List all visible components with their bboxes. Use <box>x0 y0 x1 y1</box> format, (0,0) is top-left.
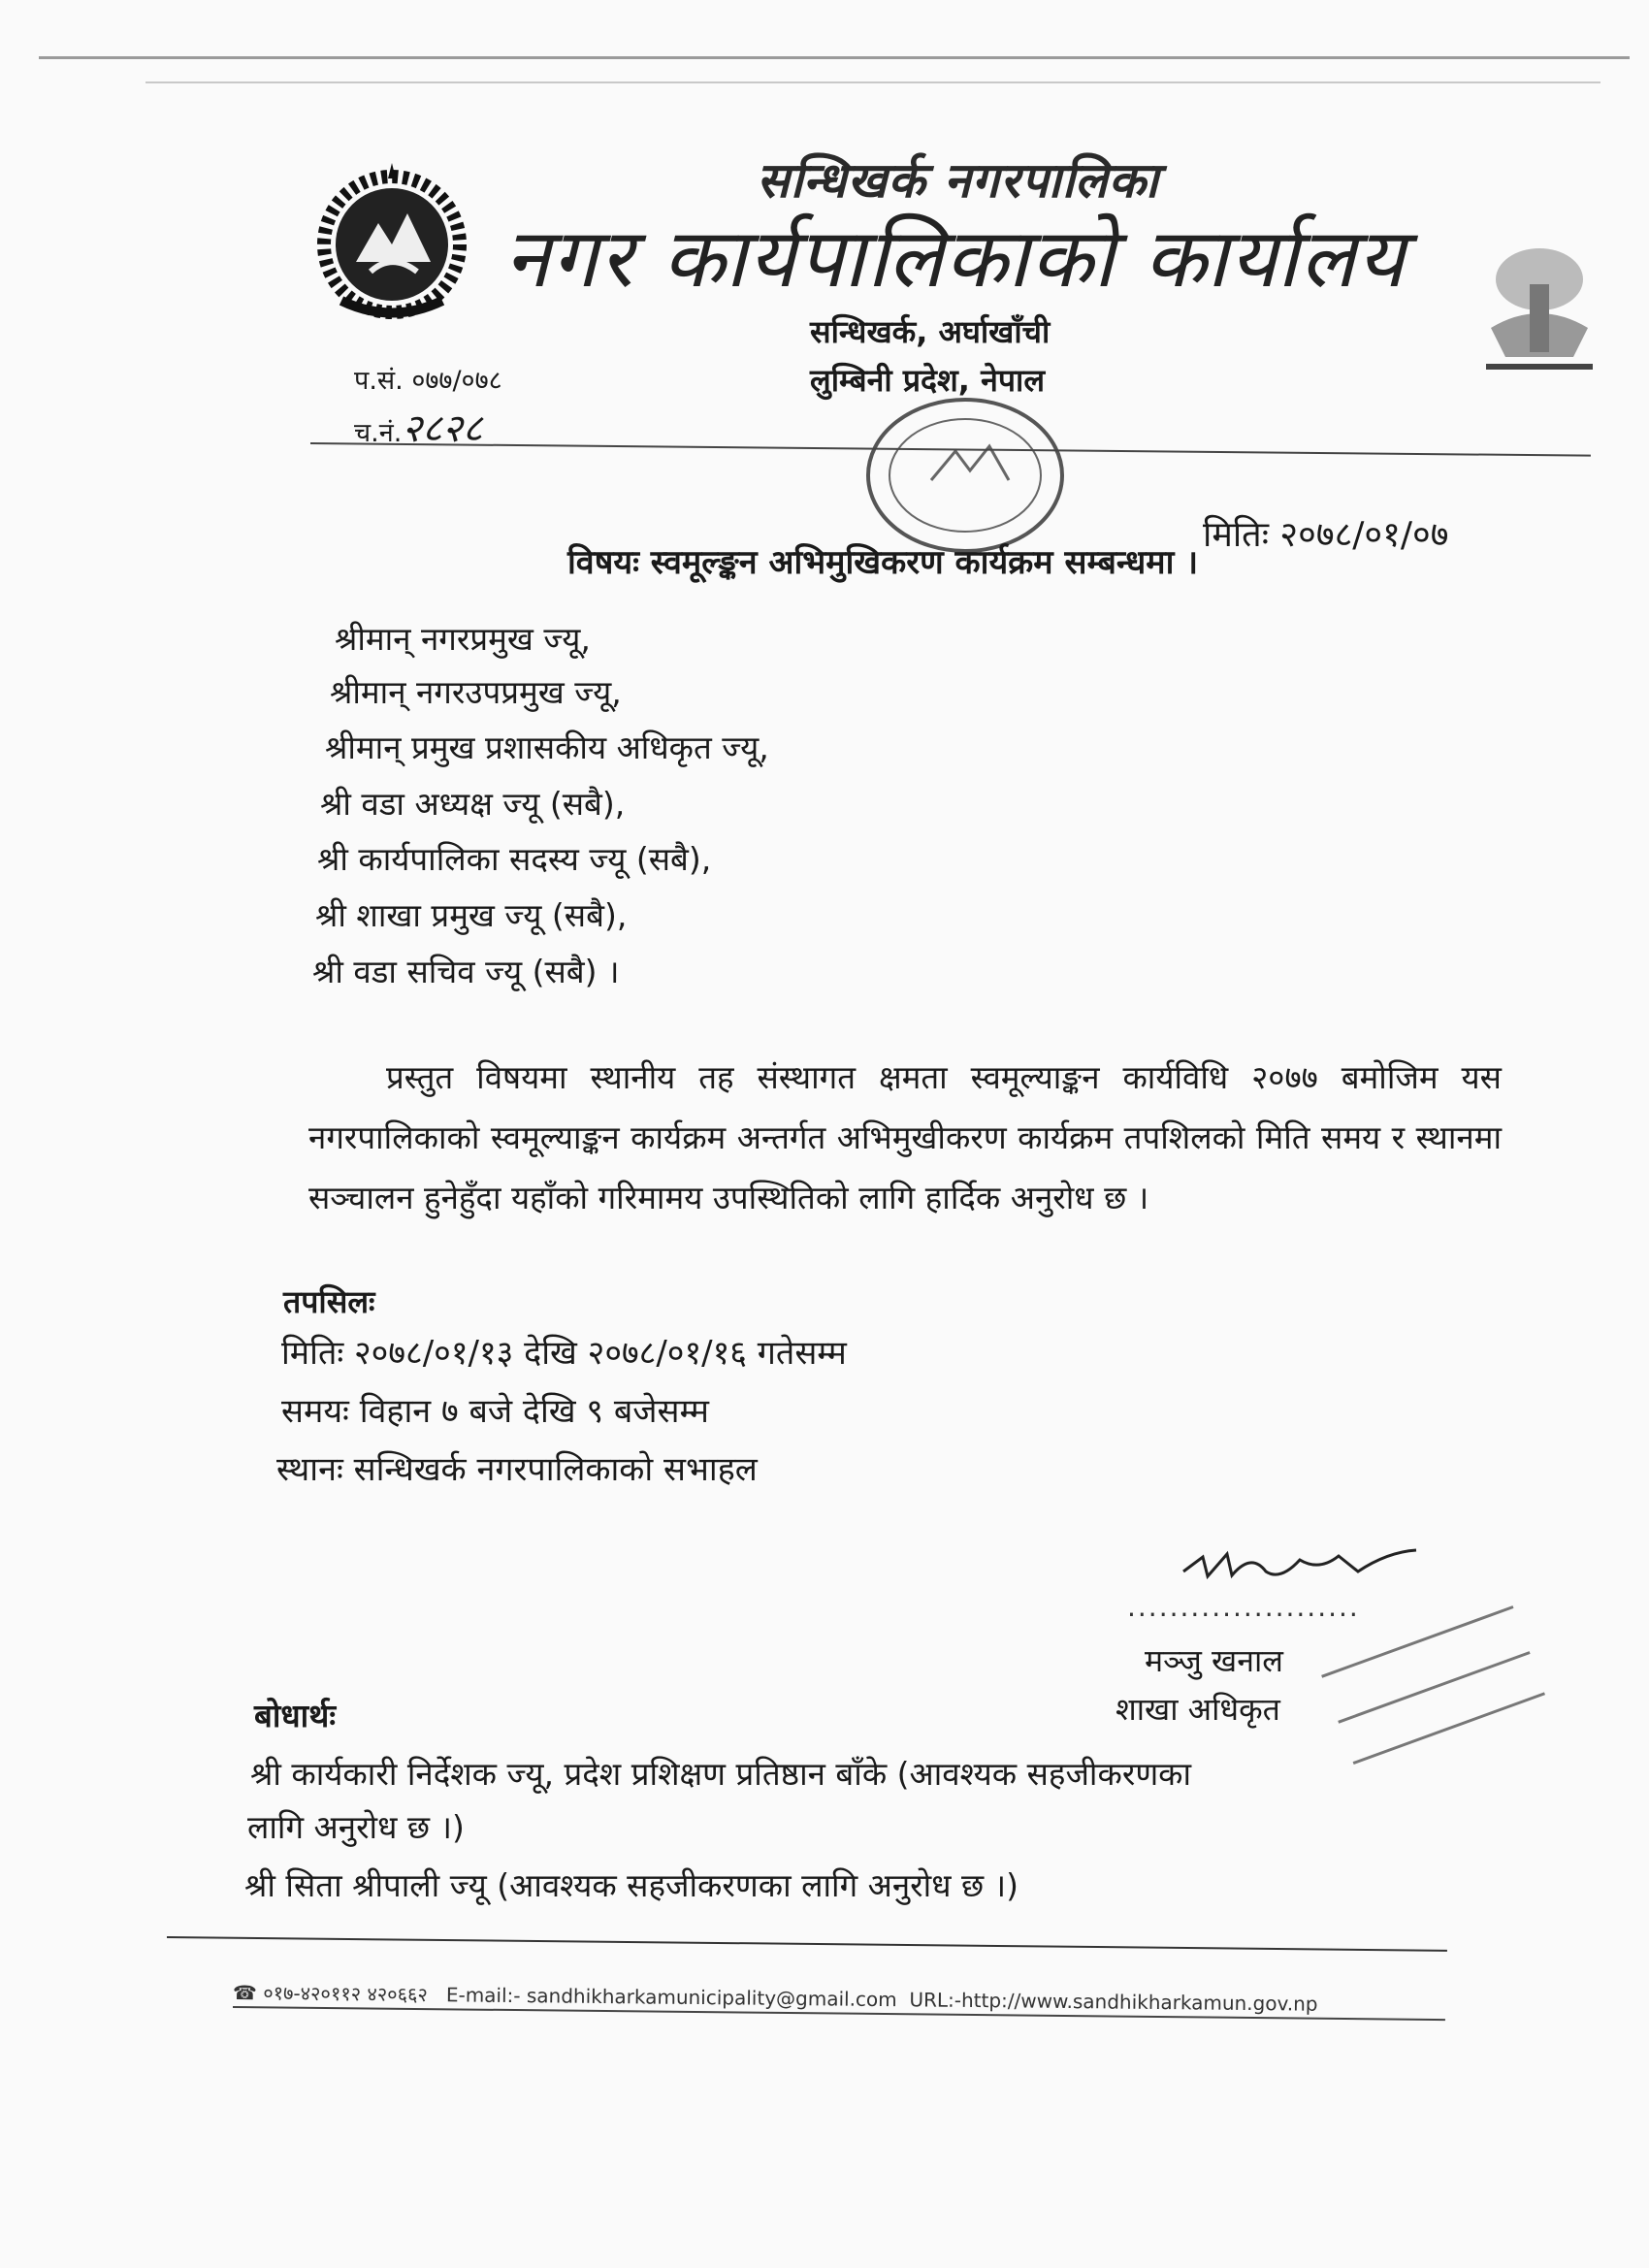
signature-dots: ...................... <box>1127 1591 1360 1623</box>
dispatch-label: च.नं. <box>354 418 403 448</box>
scan-edge-line <box>39 56 1630 59</box>
event-place: स्थानः सन्धिखर्क नगरपालिकाको सभाहल <box>276 1450 758 1489</box>
scan-edge-line-faint <box>146 81 1600 83</box>
office-name: नगर कार्यपालिकाको कार्यालय <box>504 211 1406 306</box>
footer-email: E-mail:- sandhikharkamunicipality@gmail.com <box>445 1983 897 2012</box>
details-label: तपसिलः <box>283 1283 375 1320</box>
address-province: लुम्बिनी प्रदेश, नेपाल <box>810 362 1046 399</box>
cc-line: श्री सिता श्रीपाली ज्यू (आवश्यक सहजीकरणका लागि अनुरोध छ ।) <box>244 1866 1019 1904</box>
nepal-emblem-icon <box>303 155 482 330</box>
addressee-line: श्रीमान् नगरप्रमुख ज्यू, <box>335 620 591 658</box>
address-district: सन्धिखर्क, अर्घाखाँची <box>810 313 1051 350</box>
signatory-name: मञ्जु खनाल <box>1145 1642 1283 1679</box>
footer-url: URL:-http://www.sandhikharkamun.gov.np <box>909 1988 1318 2016</box>
addressee-line: श्री वडा अध्यक्ष ज्यू (सबै), <box>320 785 626 823</box>
footer-phone: ०१७-४२०११२ ४२०६६२ <box>263 1981 428 2007</box>
dispatch-value: २८२८ <box>402 406 483 451</box>
event-time: समयः विहान ७ बजे देखि ९ बजेसम्म <box>281 1392 709 1431</box>
cc-line: लागि अनुरोध छ ।) <box>247 1808 465 1846</box>
letter-body: प्रस्तुत विषयमा स्थानीय तह संस्थागत क्षमता स्वमूल्याङ्कन कार्यविधि २०७७ बमोजिम यस नगरपालिकाको स्वमूल्याङ्कन कार्यक्रम अन्तर्गत अभिमुखीकरण कार्यक्रम तपशिलको मिति समय र स्थानमा सञ्चालन हुनेहुँदा यहाँको गरिमामय उपस्थितिको लागि हार्दिक अनुरोध छ । <box>308 1058 1502 1216</box>
addressee-line: श्री शाखा प्रमुख ज्यू (सबै), <box>315 896 628 934</box>
municipality-logo-icon <box>1467 231 1612 386</box>
event-date: मितिः २०७८/०१/१३ देखि २०७८/०१/१६ गतेसम्म <box>281 1334 847 1373</box>
name-stamp-icon <box>1290 1581 1571 1775</box>
cc-line: श्री कार्यकारी निर्देशक ज्यू, प्रदेश प्रशिक्षण प्रतिष्ठान बाँके (आवश्यक सहजीकरणका <box>250 1755 1192 1793</box>
phone-icon: ☎ <box>232 1981 258 2005</box>
addressee-line: श्री वडा सचिव ज्यू (सबै) । <box>312 953 620 990</box>
footer-divider <box>167 1936 1447 1952</box>
letter-date: मितिः २०७८/०१/०७ <box>1203 515 1449 555</box>
letter-subject: विषयः स्वमूल्ङ्कन अभिमुखिकरण कार्यक्रम सम्बन्धमा । <box>567 543 1199 582</box>
office-stamp-icon <box>854 383 1077 558</box>
cc-label: बोधार्थः <box>254 1697 336 1734</box>
reference-number: प.सं. ०७७/०७८ <box>354 366 502 396</box>
municipality-name: सन्धिखर्क नगरपालिका <box>757 152 1159 209</box>
addressee-line: श्रीमान् प्रमुख प्रशासकीय अधिकृत ज्यू, <box>325 729 769 766</box>
signatory-title: शाखा अधिकृत <box>1116 1691 1280 1728</box>
addressee-line: श्रीमान् नगरउपप्रमुख ज्यू, <box>330 673 622 711</box>
addressee-line: श्री कार्यपालिका सदस्य ज्यू (सबै), <box>317 840 712 878</box>
